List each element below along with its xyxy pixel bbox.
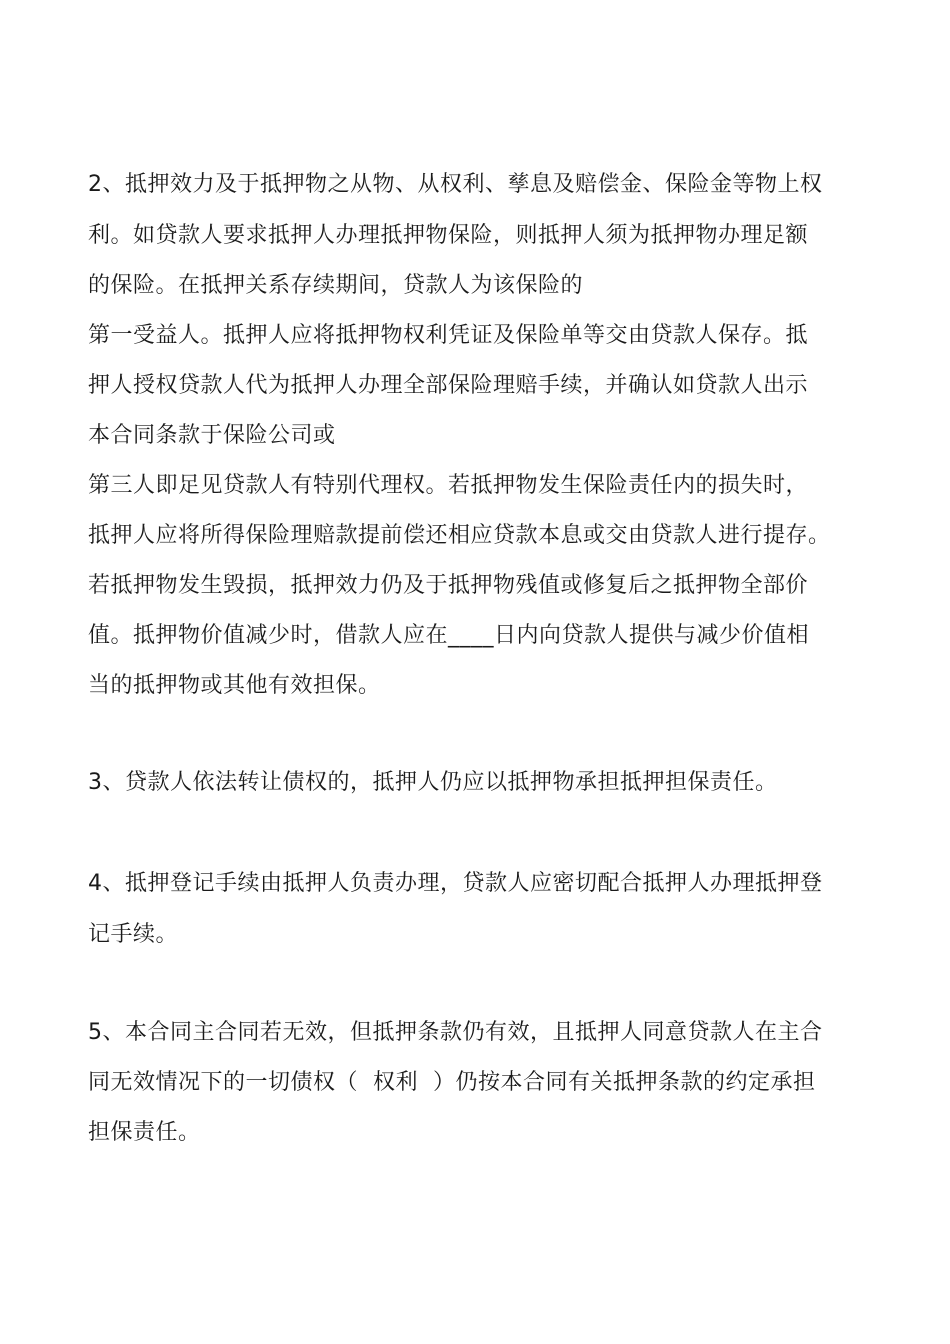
clause-2-line-6: 本合同条款于保险公司或 <box>88 423 336 448</box>
clause-2-line-5: 押人授权贷款人代为抵押人办理全部保险理赔手续，并确认如贷款人出示 <box>88 373 809 398</box>
clause-2-line-2: 利。如贷款人要求抵押人办理抵押物保险，则抵押人须为抵押物办理足额 <box>88 223 809 248</box>
clause-4-line-1: 4、抵押登记手续由抵押人负责办理，贷款人应密切配合抵押人办理抵押登 <box>88 871 823 896</box>
clause-2-line-7: 第三人即足见贷款人有特别代理权。若抵押物发生保险责任内的损失时， <box>88 473 809 498</box>
clause-4-line-2: 记手续。 <box>88 922 179 947</box>
clause-3-line-1: 3、贷款人依法转让债权的，抵押人仍应以抵押物承担抵押担保责任。 <box>88 770 778 795</box>
clause-5-line-1: 5、本合同主合同若无效，但抵押条款仍有效，且抵押人同意贷款人在主合 <box>88 1020 823 1045</box>
clause-5-line-3: 担保责任。 <box>88 1120 201 1145</box>
clause-2-line-8: 抵押人应将所得保险理赔款提前偿还相应贷款本息或交由贷款人进行提存。 <box>88 523 831 548</box>
clause-2-line-3: 的保险。在抵押关系存续期间，贷款人为该保险的 <box>88 273 584 298</box>
clause-2-line-9: 若抵押物发生毁损，抵押效力仍及于抵押物残值或修复后之抵押物全部价 <box>88 573 809 598</box>
clause-2-line-1: 2、抵押效力及于抵押物之从物、从权利、孳息及赔偿金、保险金等物上权 <box>88 172 823 197</box>
clause-2-line-11: 当的抵押物或其他有效担保。 <box>88 673 381 698</box>
clause-2-line-4: 第一受益人。抵押人应将抵押物权利凭证及保险单等交由贷款人保存。抵 <box>88 323 809 348</box>
clause-5-line-2: 同无效情况下的一切债权（ 权利 ）仍按本合同有关抵押条款的约定承担 <box>88 1070 816 1095</box>
clause-2-line-10: 值。抵押物价值减少时，借款人应在____日内向贷款人提供与减少价值相 <box>88 623 810 648</box>
